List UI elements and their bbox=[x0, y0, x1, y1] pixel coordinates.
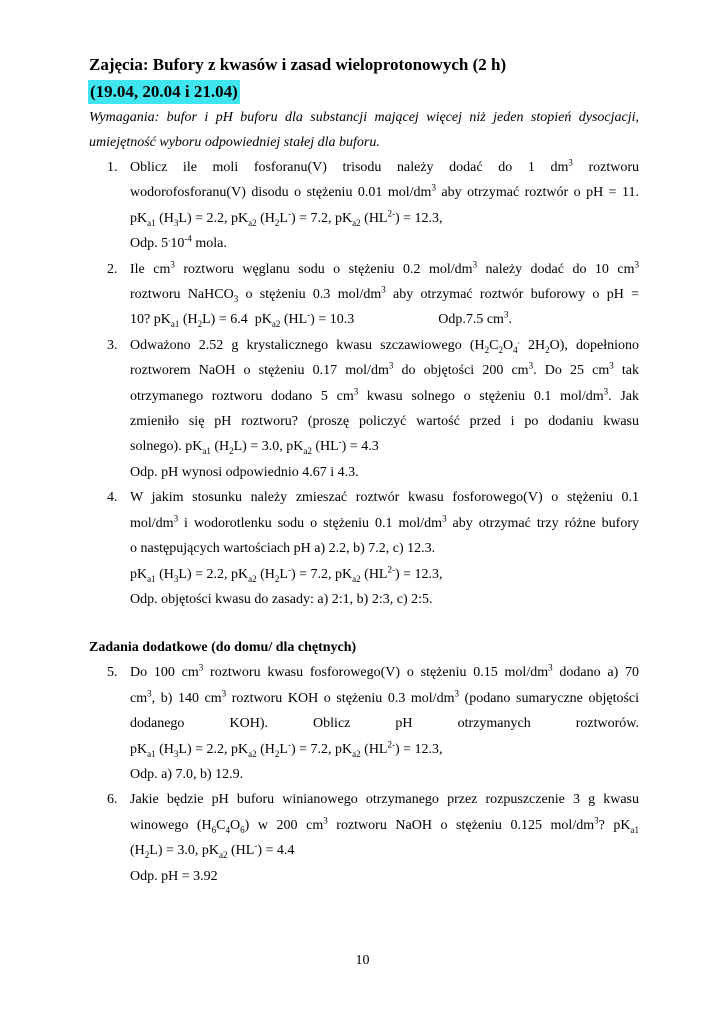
task-line: W jakim stosunku należy zmieszać roztwór kwasu fosforowego(V) o stężeniu 0.1 bbox=[130, 490, 639, 506]
task-number: 4. bbox=[107, 490, 118, 506]
task-line: solnego). $pK_{a1}$ $(H_2L) = 3.0$, $pK_{a2}$ (HL-) = 4.3 bbox=[130, 436, 379, 457]
task-line: Odp. pH wynosi odpowiednio 4.67 i 4.3. bbox=[130, 464, 359, 480]
task-item bbox=[89, 485, 639, 612]
extra-tasks-heading: Zadania dodatkowe (do domu/ dla chętnych) bbox=[89, 640, 357, 656]
task-number: 2. bbox=[107, 261, 118, 277]
task-line: o następujących wartościach pH a) 2.2, b) 7.2, c) 12.3. bbox=[130, 541, 436, 557]
task-line: roztworem NaOH o stężeniu 0.17 mol/$dm^3$ do objętości 200 $cm^3$. Do 25 $cm^3$ tak bbox=[130, 360, 639, 379]
task-list bbox=[89, 155, 639, 612]
task-number: 5. bbox=[107, 665, 118, 681]
task-number: 3. bbox=[107, 337, 118, 353]
task-line: Odp. a) 7.0, b) 12.9. bbox=[130, 766, 244, 782]
requirements bbox=[89, 105, 639, 155]
task-line: $pK_{a1}$ $(H_3L) = 2.2$, $pK_{a2}$ $(H_2L^-) = 7.2$, $pK_{a2}$ $(HL^{2-}) = 12.3$, bbox=[130, 738, 443, 759]
task-number: 1. bbox=[107, 160, 118, 175]
task-item bbox=[89, 333, 639, 485]
task-line: Odp. pH = 3.92 bbox=[130, 868, 218, 884]
task-line: 10? $pK_{a1}$ $(H_2L) = 6.4$ $pK_{a2}$ (HL-) = 10.3 Odp.7.5 $cm^3$. bbox=[130, 309, 512, 330]
task-line: otrzymanego roztworu dodano 5 $cm^3$ kwasu solnego o stężeniu 0.1 mol/$dm^3$. Jak bbox=[130, 386, 639, 404]
task-line: Odp. $5^.10^{-4}$ mola. bbox=[130, 233, 227, 252]
task-number: 6. bbox=[107, 792, 118, 808]
page-number: 10 bbox=[355, 953, 370, 968]
task-line: roztworu NaHCO$_3$ o stężeniu 0.3 mol/$dm^3$ aby otrzymać roztwór buforowy o pH = bbox=[130, 284, 640, 304]
task-line: Ile $cm^3$ roztworu węglanu sodu o stężeniu 0.2 mol/$dm^3$ należy dodać do 10 $cm^3$ bbox=[130, 258, 640, 277]
task-line: Odp. objętości kwasu do zasady: a) 2:1, b) 2:3, c) 2:5. bbox=[130, 591, 433, 607]
task-line: winowego $(H_6C_4O_6)$ w 200 $cm^3$ roztworu NaOH o stężeniu 0.125 mol/$dm^3$? $pK_{a1}$ bbox=[130, 815, 639, 835]
task-item bbox=[89, 660, 639, 787]
task-line: Oblicz ile moli fosforanu(V) trisodu należy dodać do 1 $dm^3$ roztworu bbox=[130, 157, 639, 175]
task-item bbox=[89, 787, 639, 889]
requirements-line: Wymagania: bufor i pH buforu dla substancji mającej więcej niż jeden stopień dysocjacji, bbox=[89, 110, 639, 125]
task-line: mol/$dm^3$ i wodorotlenku sodu o stężeniu 0.1 mol/$dm^3$ aby otrzymać trzy różne bufory bbox=[130, 513, 640, 531]
task-line: wodorofosforanu(V) disodu o stężeniu 0.01 mol/$dm^3$ aby otrzymać roztwór o pH = 11. bbox=[130, 182, 639, 201]
task-line: $(H_2L) = 3.0$, $pK_{a2}$ (HL-) = 4.4 bbox=[130, 840, 295, 860]
task-item bbox=[89, 257, 639, 333]
task-line: $pK_{a1}$ $(H_3L) = 2.2$, $pK_{a2}$ $(H_2L^-) = 7.2$, $pK_{a2}$ $(HL^{2-}) = 12.3$, bbox=[130, 563, 443, 584]
requirements-line: umiejętność wyboru odpowiedniej stałej dla buforu. bbox=[89, 135, 380, 150]
task-line: $cm^3$, b) 140 $cm^3$ roztworu KOH o stężeniu 0.3 mol/$dm^3$ (podano sumaryczne objętości bbox=[130, 688, 640, 706]
task-line: Jakie będzie pH buforu winianowego otrzymanego przez rozpuszczenie 3 g kwasu bbox=[130, 792, 639, 808]
task-line: Do 100 $cm^3$ roztworu kwasu fosforowego(V) o stężeniu 0.15 mol/$dm^3$ dodano a) 70 bbox=[130, 662, 639, 681]
task-item bbox=[89, 155, 639, 257]
extra-task-list bbox=[89, 660, 639, 889]
dates-highlight: (19.04, 20.04 i 21.04) bbox=[88, 80, 240, 104]
task-line: Odważono 2.52 g krystalicznego kwasu szczawiowego ($H_2C_2O_4^.$ $2H_2O$), dopełniono bbox=[130, 335, 639, 355]
task-line: $pK_{a1}$ $(H_3L) = 2.2$, $pK_{a2}$ $(H_2L^-) = 7.2$, $pK_{a2}$ $(HL^{2-}) = 12.3$, bbox=[130, 208, 443, 228]
task-line: dodanego KOH). Oblicz pH otrzymanych roztworów. bbox=[130, 716, 639, 732]
document-page bbox=[89, 50, 639, 889]
page-title: Zajęcia: Bufory z kwasów i zasad wieloprotonowych (2 h) bbox=[89, 55, 507, 74]
task-line: zmieniło się pH roztworu? (proszę policzyć wartość przed i po dodaniu kwasu bbox=[130, 414, 639, 430]
